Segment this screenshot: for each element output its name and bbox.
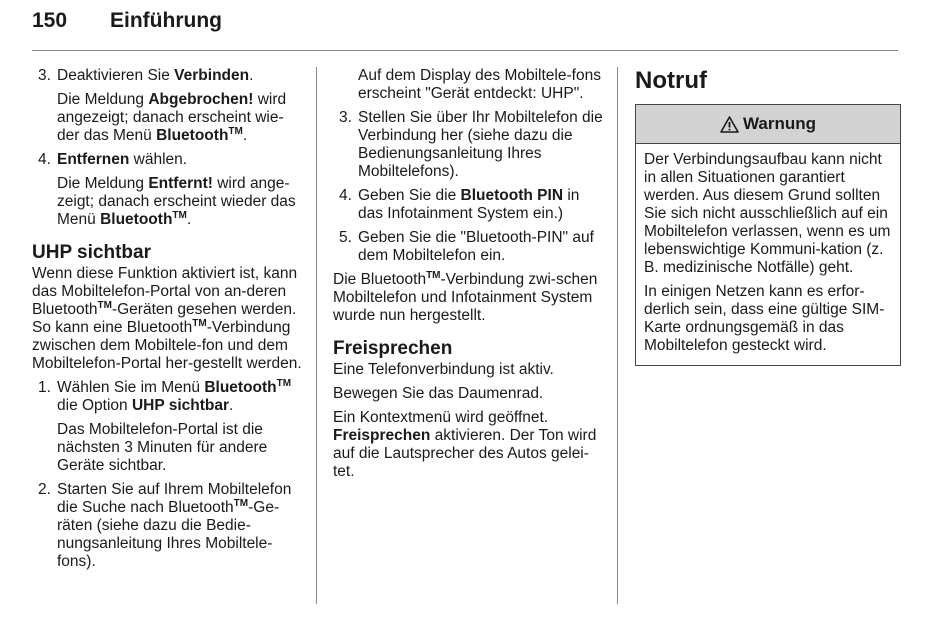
column-divider: [316, 67, 317, 604]
section-heading-notruf: Notruf: [635, 67, 707, 94]
list-item-detail: Die Meldung Entfernt! wird ange-zeigt; danach erscheint wieder das Menü Bluetooth™.: [57, 175, 296, 228]
paragraph: Bewegen Sie das Daumenrad.: [333, 385, 544, 402]
list-item-deactivate: 3. Deaktivieren Sie Verbinden.: [38, 67, 254, 84]
warning-body: [636, 144, 900, 365]
column-divider: [617, 67, 618, 604]
list-item-step-5: 5. Geben Sie die "Bluetooth-PIN" auf dem Mobiltelefon ein.: [339, 229, 594, 264]
warning-triangle-icon: [720, 116, 739, 133]
column-right: [635, 67, 901, 366]
list-item-step-3: 3. Stellen Sie über Ihr Mobiltelefon die Verbindung her (siehe dazu die Bedienungsanleitung Ihres Mobiltelefons).: [339, 109, 603, 180]
section-heading-freisprechen: Freisprechen: [333, 338, 453, 359]
list-item-detail: Das Mobiltelefon-Portal ist die nächsten 3 Minuten für andere Geräte sichtbar.: [57, 421, 268, 474]
list-item-step-1: 1. Wählen Sie im Menü Bluetooth™ die Option UHP sichtbar.: [38, 377, 292, 414]
list-item-remove: 4. Entfernen wählen.: [38, 151, 188, 168]
column-left: [32, 67, 302, 577]
header-divider: [32, 50, 898, 51]
column-middle: [333, 67, 603, 487]
paragraph-connection: Die Bluetooth™-Verbindung zwi-schen Mobiltelefon und Infotainment System wurde nun hergestellt.: [333, 269, 598, 324]
paragraph: Ein Kontextmenü wird geöffnet.: [333, 409, 549, 426]
page-number: 150: [32, 9, 68, 32]
warning-box: [635, 104, 901, 366]
paragraph: Freisprechen aktivieren. Der Ton wird auf die Lautsprecher des Autos gelei-tet.: [333, 427, 597, 480]
paragraph: Eine Telefonverbindung ist aktiv.: [333, 361, 554, 378]
warning-header: [636, 105, 900, 144]
list-item-continuation: Auf dem Display des Mobiltele-fons erscheint "Gerät entdeckt: UHP".: [358, 67, 601, 102]
warning-paragraph: Der Verbindungsaufbau kann nicht in allen Situationen garantiert werden. Aus diesem Grund sollten Sie sich nicht ausschließlich auf ein Mobiltelefon verlassen, wenn es um lebenswichtige Kommuni-kation (z. B. medizinische Notfälle) geht.: [644, 151, 891, 276]
warning-title: Warnung: [742, 114, 817, 133]
paragraph-uhp: Wenn diese Funktion aktiviert ist, kann das Mobiltelefon-Portal von an-deren Bluetooth™-Geräten gesehen werden. So kann eine Bluetooth™-Verbindung zwischen dem Mobiltele-fon und dem Mobiltelefon-Portal her-gestellt werden.: [32, 265, 302, 372]
warning-paragraph: In einigen Netzen kann es erfor-derlich sein, dass eine gültige SIM-Karte ordnungsgemäß in das Mobiltelefon gesteckt wird.: [644, 283, 885, 354]
section-heading-uhp: UHP sichtbar: [32, 242, 151, 263]
list-item-detail: Die Meldung Abgebrochen! wird angezeigt; danach erscheint wie-der das Menü Bluetooth™.: [57, 91, 287, 144]
page-header: [32, 9, 222, 37]
chapter-title: Einführung: [110, 9, 222, 32]
list-item-step-4: 4. Geben Sie die Bluetooth PIN in das Infotainment System ein.): [339, 187, 580, 222]
list-item-step-2: 2. Starten Sie auf Ihrem Mobiltelefon die Suche nach Bluetooth™-Ge-räten (siehe dazu die Bedie-nungsanleitung Ihres Mobiltele-fons).: [38, 481, 292, 570]
